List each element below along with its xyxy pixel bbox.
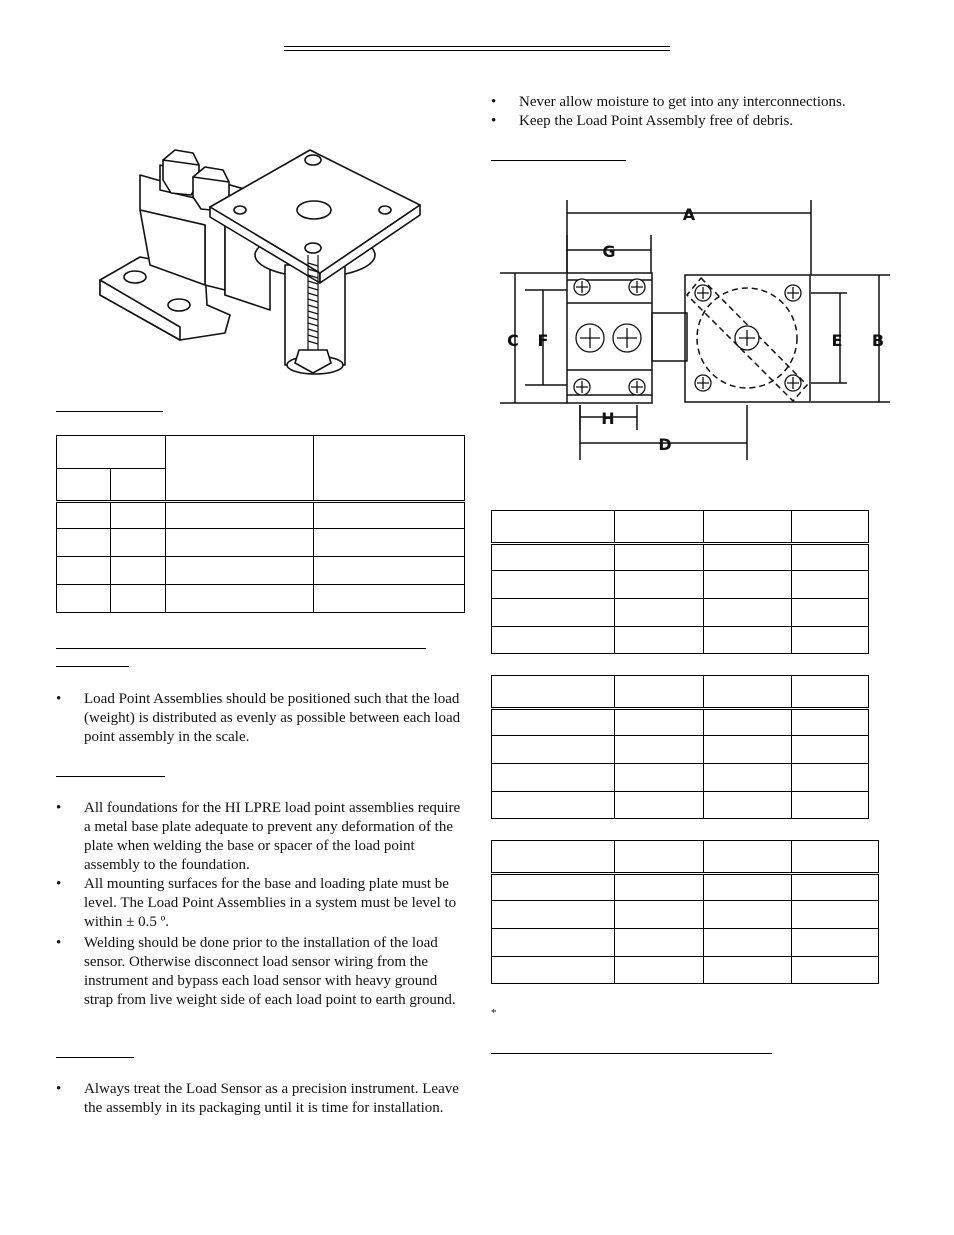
- dimensions-heading-rule: [491, 160, 626, 161]
- dimension-table-1: [491, 510, 869, 654]
- load-point-assembly-illustration: [95, 145, 430, 380]
- capacity-heading-rule: [56, 411, 163, 412]
- header-rule: [284, 46, 670, 47]
- dimension-label-c: C: [507, 331, 519, 350]
- dimension-label-b: B: [871, 331, 885, 350]
- list-item: • Always treat the Load Sensor as a precision instrument. Leave the assembly in its packaging until it is time for installation.: [56, 1080, 466, 1118]
- handling-bullets-continued: [491, 93, 911, 131]
- positioning-heading-rule: [56, 648, 426, 649]
- dimension-label-a: A: [682, 205, 696, 224]
- list-item: • All mounting surfaces for the base and loading plate must be level. The Load Point Assemblies in a system must be level to within ± 0.5 º.: [56, 875, 466, 932]
- list-item: • All foundations for the HI LPRE load point assemblies require a metal base plate adequate to prevent any deformation of the plate when welding the base or spacer of the load point assembly to the foundation.: [56, 799, 466, 875]
- handling-bullets: [56, 1080, 466, 1118]
- dimension-label-e: E: [831, 331, 843, 350]
- dimension-label-g: G: [602, 242, 616, 261]
- list-item: • Never allow moisture to get into any interconnections.: [491, 93, 911, 112]
- capacity-table: [56, 435, 465, 613]
- positioning-bullets: [56, 690, 466, 747]
- dimension-table-2: [491, 675, 869, 819]
- header-rule-lower: [284, 50, 670, 51]
- next-section-heading-rule: [491, 1053, 772, 1054]
- footnote-mark: *: [491, 1007, 497, 1019]
- list-item: • Welding should be done prior to the installation of the load sensor. Otherwise disconnect load sensor wiring from the instrument and bypass each load sensor with heavy ground strap from live weight side of each load point to earth ground.: [56, 934, 466, 1010]
- foundation-heading-rule: [56, 776, 165, 777]
- dimension-label-f: F: [537, 331, 549, 350]
- positioning-heading-rule-2: [56, 666, 129, 667]
- list-item: • Keep the Load Point Assembly free of debris.: [491, 112, 911, 131]
- handling-heading-rule: [56, 1057, 134, 1058]
- dimension-label-h: H: [601, 409, 615, 428]
- foundation-bullets: [56, 799, 466, 1010]
- dimension-table-3: [491, 840, 879, 984]
- dimension-label-d: D: [658, 435, 672, 454]
- list-item: • Load Point Assemblies should be positioned such that the load (weight) is distributed as evenly as possible between each load point assembly in the scale.: [56, 690, 466, 747]
- dimension-drawing: [495, 195, 895, 463]
